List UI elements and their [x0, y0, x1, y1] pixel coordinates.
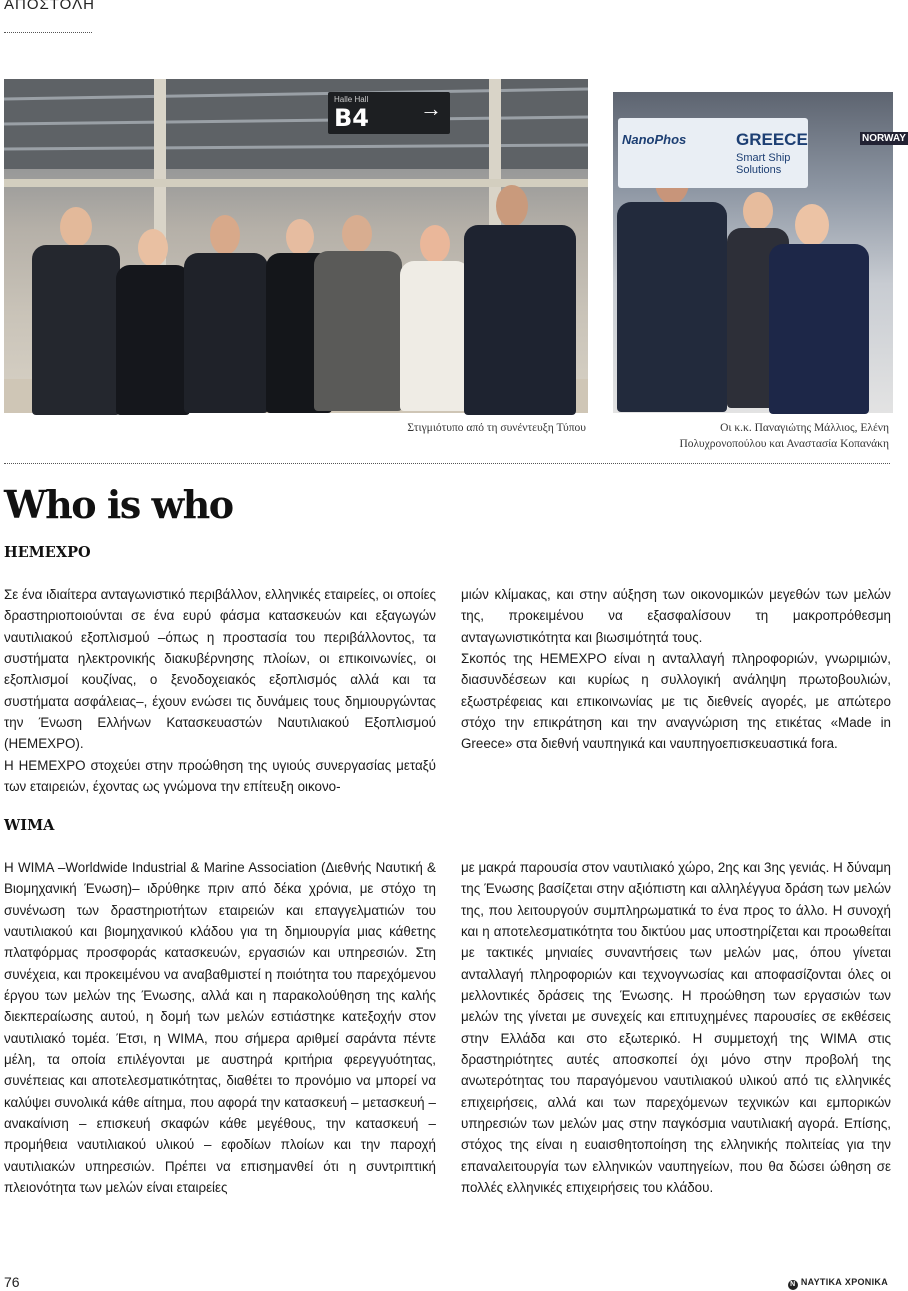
wima-right-column	[461, 857, 891, 1199]
paragraph: Σκοπός της HEMEXPO είναι η ανταλλαγή πληροφοριών, γνωριμιών, διασυνδέσεων και κυρίως η συλλογική ανάληψη πρωτοβουλιών, εξωστρέφειας και επικοινωνίας με τις διεθνείς αγορές, με απώτερο στόχο την επικράτηση και την αναγνώριση της ετικέτας «Made in Greece» στα διεθνή ναυπηγικά και ναυπηγοεπισκευαστικά fora.	[461, 651, 891, 752]
nanophos-logo: NanoPhos	[622, 132, 687, 147]
paragraph: Η WIMA –Worldwide Industrial & Marine Association (Διεθνής Ναυτική & Βιομηχανική Ένωση)– ιδρύθηκε πριν από δέκα χρόνια, με στόχο τη συνένωση των δραστηριοτήτων εταιρειών και επαγγελματιών του ναυτιλιακού και βιομηχανικού κλάδου για τη δημιουργία μιας κάθετης πλατφόρμας προσφοράς κατασκευών, εργασιών και υπηρεσιών. Στη συνέχεια, και προκειμένου να αναβαθμιστεί η ποιότητα του παρεχόμενου έργου των μελών της Ένωσης, αλλά και η παρακολούθηση της καλής διεκπεραίωσης αυτού, η δομή των μελών εστιάστηκε κατεξοχήν στον ναυτιλιακό τομέα. Έτσι, η WIMA, που σήμερα αριθμεί σαράντα πέντε μέλη, τα οποία επιλέγονται με αυστηρά κριτήρια φερεγγυότητας, συνέπειας και αποτελεσματικότητας, διαθέτει το προνόμιο να μπορεί να καλύψει συνολικά κάθε αίτημα, που αφορά την κατασκευή – μετασκευή – ανακαίνιση – επισκευή σκαφών κάθε μεγέθους, την κατασκευή – προμήθεια ναυτιλιακού υλικού – εφοδίων πλοίων και την παροχή ναυτιλιακών υπηρεσιών. Πρέπει να επισημανθεί ότι η συντριπτική πλειονότητα των μελών είναι εταιρείες	[4, 860, 436, 1196]
left-photo-caption: Στιγμιότυπο από τη συνέντευξη Τύπου	[407, 422, 586, 434]
wima-heading: WIMA	[4, 817, 55, 834]
greece-label: GREECE	[736, 130, 808, 149]
paragraph: Η HEMEXPO στοχεύει στην προώθηση της υγιούς συνεργασίας μεταξύ των εταιρειών, έχοντας ως γνώμονα την επίτευξη οικονο-	[4, 757, 436, 795]
dotted-divider	[4, 32, 92, 33]
paragraph: μιών κλίμακας, και στην αύξηση των οικονομικών μεγεθών των μελών της, προκειμένου να εξασφαλίσουν τη μακροπρόθεσμη ανταγωνιστικότητα και βιωσιμότητά τους.	[461, 587, 891, 645]
hall-b4-sign	[328, 92, 450, 134]
hall-sign-code: B4	[334, 104, 369, 132]
article-title: Who is who	[4, 482, 233, 527]
greece-booth-sign	[618, 118, 808, 188]
wima-left-column	[4, 857, 436, 1199]
magazine-brand	[788, 1277, 888, 1290]
dotted-divider	[4, 463, 890, 464]
brand-name: ΝΑΥΤΙΚΑ ΧΡΟΝΙΚΑ	[800, 1277, 888, 1287]
hall-sign-small-text: Halle Hall	[334, 95, 369, 104]
press-conference-photo	[4, 79, 588, 413]
right-caption-line-1: Οι κ.κ. Παναγιώτης Μάλλιος, Ελένη	[720, 422, 889, 434]
arrow-right-icon: →	[420, 96, 442, 121]
brand-logo-icon: Ν	[788, 1280, 798, 1290]
norway-sign: NORWAY	[862, 133, 906, 144]
paragraph: Σε ένα ιδιαίτερα ανταγωνιστικό περιβάλλον, ελληνικές εταιρείες, οι οποίες δραστηριοποιούνται σε ένα ευρύ φάσμα κατασκευών και εξαγωγών ναυτιλιακού εξοπλισμού –όπως η προστασία του περιβάλλοντος, τα συστήματα ηλεκτρονικής διακυβέρνησης πλοίων, οι επικοινωνίες, οι εξοπλισμοί κουζίνας, ο ξενοδοχειακός εξοπλισμός αλλά και τα συστήματα ασφάλειας–, έχουν ενώσει τις δυνάμεις τους δημιουργώντας την Ένωση Ελλήνων Κατασκευαστών Ναυτιλιακού Εξοπλισμού (HEMEXPO).	[4, 587, 436, 752]
hemexpo-left-column	[4, 584, 436, 797]
hemexpo-heading: HEMEXPO	[4, 544, 91, 561]
paragraph: με μακρά παρουσία στον ναυτιλιακό χώρο, 2ης και 3ης γενιάς. Η δύναμη της Ένωσης βασίζεται στην αξιόπιστη και αλληλέγγυα δράση των μελών της, που λειτουργούν συμπληρωματικά το ένα προς το άλλο. Η συνοχή και η αποτελεσματικότητα του δικτύου μας υποστηρίζεται και προωθείται με τακτικές μηνιαίες συναντήσεις των μελών μας, όπου γίνεται ανταλλαγή πληροφοριών και τεχνογνωσίας και αποφασίζονται όλες οι μελλοντικές δράσεις της Ένωσης. Η προώθηση των εργασιών των μελών της γίνεται με συνεχείς και επιτυχημένες παρουσίες σε εκθέσεις στην Ελλάδα και στο εξωτερικό. Η συμμετοχή της WIMA στις δραστηριότητες αυτές αποσκοπεί όχι μόνο στην προβολή της ανωτερότητας του παραγόμενου ναυτιλιακού υλικού από τις ελληνικές επιχειρήσεις, αλλά και των παρεχόμενων τεχνικών και εμπορικών υπηρεσιών των μελών μας στην παγκόσμια ναυτιλιακή αγορά. Επίσης, στόχος της είναι η ευαισθητοποίηση της ελληνικής πολιτείας για την επαναλειτουργία των ελληνικών ναυπηγείων, που θα δώσει ώθηση σε πολλές ελληνικές επιχειρήσεις του κλάδου.	[461, 860, 891, 1196]
hemexpo-right-column	[461, 584, 891, 755]
right-photo-caption	[600, 420, 889, 452]
section-label: ΑΠΟΣΤΟΛΗ	[4, 0, 95, 13]
page-number: 76	[4, 1274, 20, 1290]
smart-ship-label: Smart Ship Solutions	[736, 152, 791, 176]
right-caption-line-2: Πολυχρονοπούλου και Αναστασία Κοπανάκη	[679, 438, 889, 450]
